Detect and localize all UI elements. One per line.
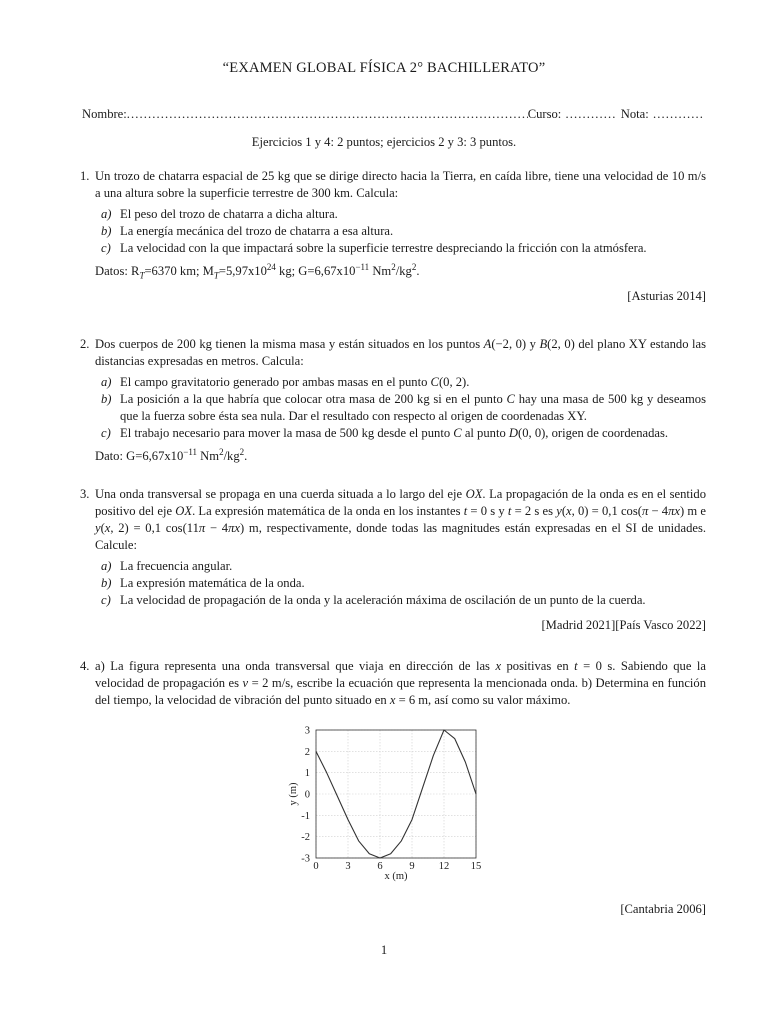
question-4-source-block xyxy=(80,893,706,918)
question-source: [Madrid 2021][País Vasco 2022] xyxy=(541,618,706,632)
part-item: a) El peso del trozo de chatarra a dicha altura. xyxy=(101,207,338,221)
part-item: b) La posición a la que habría que colocar otra masa de 200 kg si en el punto C hay una masa de 500 kg y deseamos que la fuerza sobre ésta sea nula. Dar el resultado con respecto al origen de coordenadas XY. xyxy=(101,392,707,423)
question-3 xyxy=(80,486,706,634)
question-number: 2. xyxy=(80,337,90,351)
course-field: ............ xyxy=(561,107,621,121)
question-text: Un trozo de chatarra espacial de 25 kg que se dirige directo hacia la Tierra, en caída libre, tiene una velocidad de 10 m/s a una altura sobre la superficie terrestre de 300 km. Calcula: xyxy=(95,169,706,200)
question-source: [Cantabria 2006] xyxy=(620,902,706,916)
question-source: [Asturias 2014] xyxy=(627,289,706,303)
x-tick-label: 3 xyxy=(345,861,351,872)
x-tick-label: 9 xyxy=(409,861,415,872)
question-data: Datos: $R_T=6370$ km; $M_T=5,97x10^{24}$ kg; $G=6,67x10^{-11}$ $Nm^2/kg^2$. xyxy=(95,261,420,281)
y-axis-label: y (m) xyxy=(288,782,299,806)
question-2 xyxy=(80,336,706,465)
x-tick-label: 12 xyxy=(438,861,450,872)
question-text: Dos cuerpos de 200 kg tienen la misma masa y están situados en los puntos A(−2, 0) y B(2, 0) del plano XY estando las distancias expresadas en metros. Calcula: xyxy=(95,337,707,368)
wave-chart-svg xyxy=(288,720,482,884)
question-text: Una onda transversal se propaga en una cuerda situada a lo largo del eje OX. La propagación de la onda es en el sentido positivo del eje OX. La expresión matemática de la onda en los instantes t = 0 s y t = 2 s es y(x, 0) = 0,1 cos(π − 4πx) m e y(x, 2) = 0,1 cos(11π − 4πx) m, respectivamente, donde todas las magnitudes están expresadas en el SI de unidades. Calcule: xyxy=(95,487,707,552)
question-number: 4. xyxy=(80,659,90,673)
part-item: b) La expresión matemática de la onda. xyxy=(101,576,305,590)
part-item: c) El trabajo necesario para mover la masa de 500 kg desde el punto C al punto D(0, 0), origen de coordenadas. xyxy=(101,426,669,440)
page-number: 1 xyxy=(380,943,388,957)
question-data: Dato: $G=6,67x10^{-11}$ $Nm^2/kg^2$. xyxy=(95,446,248,463)
student-info-line xyxy=(82,106,704,123)
question-number: 3. xyxy=(80,487,90,501)
part-item: c) La velocidad de propagación de la onda y la aceleración máxima de oscilación de un punto de la cuerda. xyxy=(101,593,646,607)
scoring-note: Ejercicios 1 y 4: 2 puntos; ejercicios 2 y 3: 3 puntos. xyxy=(251,135,517,149)
y-tick-label: 0 xyxy=(304,789,310,801)
question-4 xyxy=(80,658,706,709)
part-item: a) El campo gravitatorio generado por ambas masas en el punto C(0, 2). xyxy=(101,375,470,389)
x-tick-label: 6 xyxy=(377,861,383,872)
name-field xyxy=(127,106,528,123)
question-number: 1. xyxy=(80,169,90,183)
part-item: b) La energía mecánica del trozo de chatarra a esa altura. xyxy=(101,224,394,238)
question-parts xyxy=(95,558,706,609)
wave-chart xyxy=(288,720,482,884)
part-item: c) La velocidad con la que impactará sobre la superficie terrestre despreciando la fricción con la atmósfera. xyxy=(101,241,647,255)
y-tick-label: 3 xyxy=(304,725,310,737)
x-axis-label: x (m) xyxy=(384,871,408,882)
question-parts xyxy=(95,374,706,442)
question-1 xyxy=(80,168,706,305)
exam-title: “EXAMEN GLOBAL FÍSICA 2° BACHILLERATO” xyxy=(222,60,546,76)
y-tick-label: 1 xyxy=(304,768,310,780)
grade-label: Nota: xyxy=(620,107,649,121)
question-text: a) La figura representa una onda transversal que viaja en dirección de las x positivas en t = 0 s. Sabiendo que la velocidad de propagación es v = 2 m/s, escribe la ecuación que representa la mencionada onda. b) Determina en función del tiempo, la velocidad de vibración del punto situado en x = 6 m, así como su valor máximo. xyxy=(95,659,706,707)
x-tick-label: 0 xyxy=(313,861,319,872)
part-item: a) La frecuencia angular. xyxy=(101,559,233,573)
y-tick-label: -2 xyxy=(301,832,310,844)
y-tick-label: -3 xyxy=(301,853,310,865)
question-parts xyxy=(95,206,706,257)
grade-field: ............ xyxy=(648,107,704,121)
x-tick-label: 15 xyxy=(470,861,482,872)
y-tick-label: -1 xyxy=(301,810,310,822)
course-label: Curso: xyxy=(527,107,562,121)
name-label: Nombre: xyxy=(82,107,127,121)
y-tick-label: 2 xyxy=(304,746,310,758)
